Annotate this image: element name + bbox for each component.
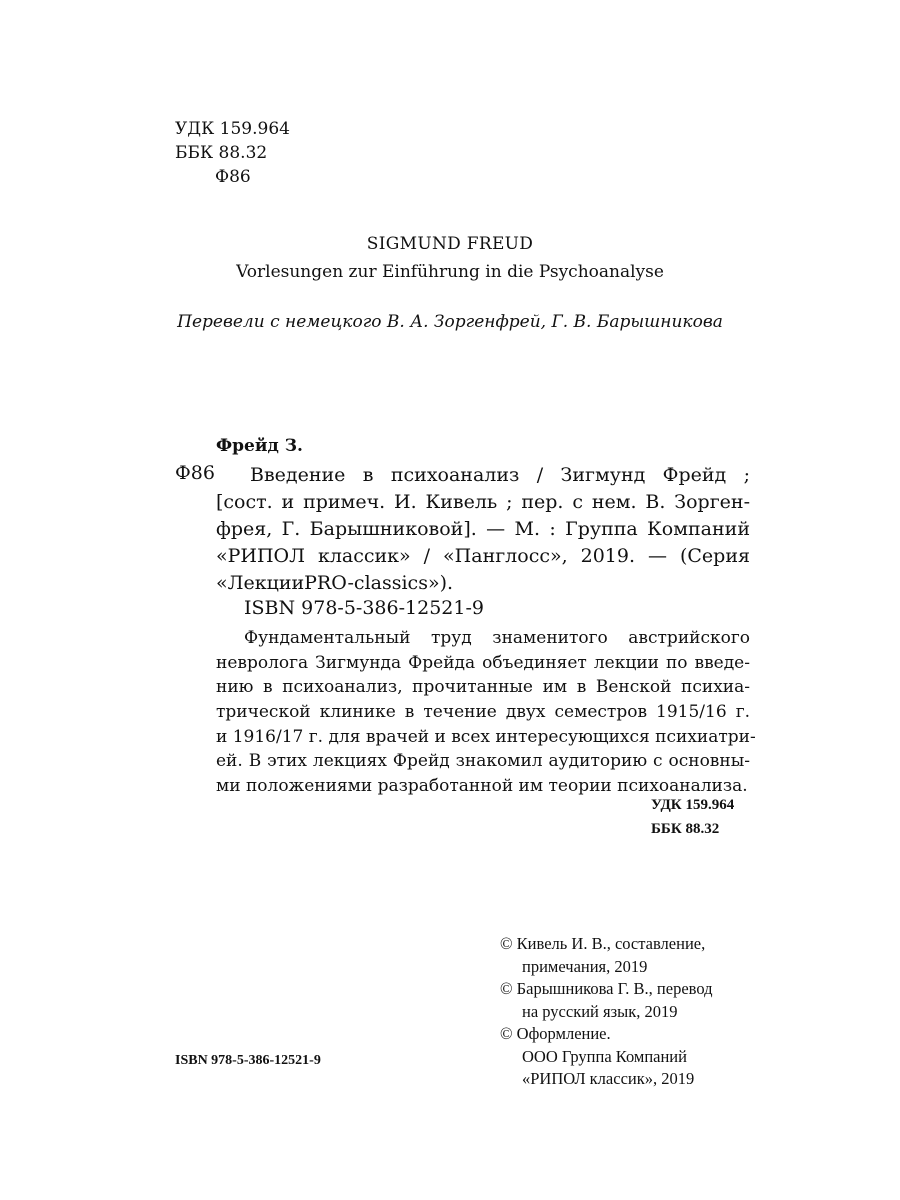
bbk-code-bottom: ББК 88.32 [651, 821, 720, 837]
udk-code-bottom: УДК 159.964 [651, 797, 735, 813]
annotation-line: и 1916/17 г. для врачей и всех интересующихся психиатри- [216, 726, 756, 747]
bbk-code: ББК 88.32 [175, 143, 268, 163]
copyright-block [500, 933, 713, 1091]
biblio-line: «РИПОЛ классик» / «Панглосс», 2019. — (Серия [216, 545, 750, 567]
biblio-line: Введение в психоанализ / Зигмунд Фрейд ; [250, 464, 750, 486]
annotation-line: Фундаментальный труд знаменитого австрийского [244, 628, 750, 648]
copyright-line: © Оформление. [500, 1024, 611, 1043]
copyright-line: на русский язык, 2019 [522, 1001, 678, 1021]
copyright-line: примечания, 2019 [522, 956, 648, 976]
udk-bottom-block [651, 793, 734, 841]
biblio-line: фрея, Г. Барышниковой]. — М. : Группа Компаний [216, 518, 750, 540]
annotation-line: трической клинике в течение двух семестров 1915/16 г. [216, 702, 750, 723]
original-author: SIGMUND FREUD [366, 234, 534, 254]
annotation-paragraph [216, 626, 756, 799]
annotation-line: ей. В этих лекциях Фрейд знакомил аудиторию с основны- [216, 751, 750, 772]
copyright-line: © Кивель И. В., составление, [500, 934, 706, 953]
catalog-author-heading: Фрейд З. [216, 436, 303, 456]
original-title: Vorlesungen zur Einführung in die Psychoanalyse [236, 262, 664, 282]
translators-credit: Перевели с немецкого В. А. Зоргенфрей, Г. В. Барышникова [177, 312, 723, 332]
bibliographic-description [216, 462, 750, 597]
udk-top-block [175, 117, 290, 189]
copyright-line: © Барышникова Г. В., перевод [500, 979, 713, 998]
catalog-call-number: Ф86 [175, 462, 215, 484]
author-code: Ф86 [215, 167, 251, 187]
catalog-isbn: ISBN 978-5-386-12521-9 [244, 597, 484, 619]
annotation-line: ми положениями разработанной им теории психоанализа. [216, 776, 748, 797]
biblio-line: «ЛекцииPRO-classics»). [216, 572, 454, 594]
biblio-line: [сост. и примеч. И. Кивель ; пер. с нем. В. Зорген- [216, 491, 750, 513]
copyright-line: «РИПОЛ классик», 2019 [522, 1069, 695, 1088]
copyright-line: ООО Группа Компаний [522, 1046, 687, 1066]
udk-code: УДК 159.964 [175, 119, 290, 139]
annotation-line: невролога Зигмунда Фрейда объединяет лекции по введе- [216, 652, 750, 673]
annotation-line: нию в психоанализ, прочитанные им в Венской психиа- [216, 677, 750, 698]
isbn-footer: ISBN 978-5-386-12521-9 [175, 1053, 321, 1068]
